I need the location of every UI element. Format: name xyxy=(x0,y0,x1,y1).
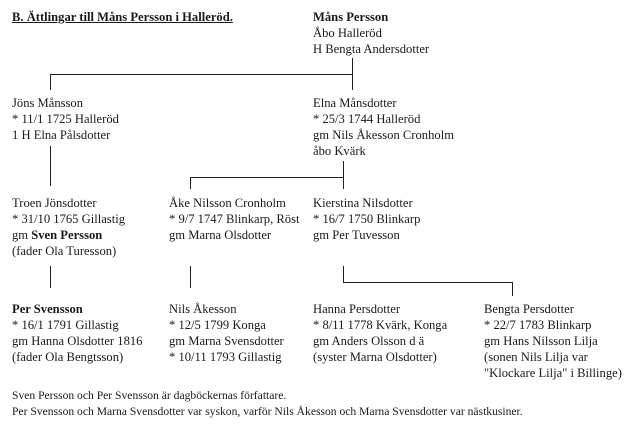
person-detail: * 9/7 1747 Blinkarp, Röst xyxy=(169,212,300,226)
person-detail: gm Nils Åkesson Cronholm xyxy=(313,128,454,142)
person-name: Bengta Persdotter xyxy=(484,302,574,316)
person-detail: * 16/1 1791 Gillastig xyxy=(12,318,119,332)
person-name: Jöns Månsson xyxy=(12,96,84,110)
person-name: Åke Nilsson Cronholm xyxy=(169,196,286,210)
person-name: Troen Jönsdotter xyxy=(12,196,97,210)
person-detail: H Bengta Andersdotter xyxy=(313,42,430,56)
person-detail: * 31/10 1765 Gillastig xyxy=(12,212,125,226)
connector-line xyxy=(190,177,191,189)
person-name: Elna Månsdotter xyxy=(313,96,397,110)
connector-line xyxy=(50,266,51,288)
person-detail: * 22/7 1783 Blinkarp xyxy=(484,318,592,332)
footnote: Per Svensson och Marna Svensdotter var syskon, varför Nils Åkesson och Marna Svensdotter var nästkusiner. xyxy=(12,405,523,418)
person-detail: (fader Ola Turesson) xyxy=(12,244,117,258)
person-detail: * 12/5 1799 Konga xyxy=(169,318,266,332)
connector-line xyxy=(512,282,513,296)
connector-line xyxy=(50,146,51,186)
person-detail: gm Per Tuvesson xyxy=(313,228,400,242)
person-name: Måns Persson xyxy=(313,10,389,24)
connector-line xyxy=(343,161,344,178)
person-detail: * 8/11 1778 Kvärk, Konga xyxy=(313,318,448,332)
person-detail: åbo Kvärk xyxy=(313,144,366,158)
person-detail: "Klockare Lilja" i Billinge) xyxy=(484,366,622,380)
connector-line xyxy=(352,74,353,90)
connector-line xyxy=(343,266,344,283)
connector-line xyxy=(190,266,191,288)
person-detail: gm Hanna Olsdotter 1816 xyxy=(12,334,143,348)
spouse-name: Sven Persson xyxy=(31,228,103,242)
person-detail: * 25/3 1744 Halleröd xyxy=(313,112,421,126)
person-detail xyxy=(12,228,102,244)
person-name: Nils Åkesson xyxy=(169,302,237,316)
footnote: Sven Persson och Per Svensson är dagböckernas författare. xyxy=(12,389,287,402)
person-detail: * 11/1 1725 Halleröd xyxy=(12,112,119,126)
person-name: Hanna Persdotter xyxy=(313,302,401,316)
person-detail: gm Hans Nilsson Lilja xyxy=(484,334,598,348)
person-detail: 1 H Elna Pålsdotter xyxy=(12,128,111,142)
spouse-prefix: gm xyxy=(12,228,32,242)
connector-line xyxy=(343,177,344,189)
connector-line xyxy=(50,74,353,75)
person-detail: (fader Ola Bengtsson) xyxy=(12,350,124,364)
connector-line xyxy=(50,74,51,90)
person-detail: (sonen Nils Lilja var xyxy=(484,350,588,364)
person-detail: gm Marna Olsdotter xyxy=(169,228,272,242)
connector-line xyxy=(190,177,344,178)
person-detail: (syster Marna Olsdotter) xyxy=(313,350,437,364)
connector-line xyxy=(352,58,353,75)
person-detail: gm Marna Svensdotter xyxy=(169,334,284,348)
person-detail: Åbo Halleröd xyxy=(313,26,382,40)
person-name: Per Svensson xyxy=(12,302,83,316)
person-detail: * 10/11 1793 Gillastig xyxy=(169,350,282,364)
person-detail: * 16/7 1750 Blinkarp xyxy=(313,212,421,226)
connector-line xyxy=(343,282,513,283)
page-title: B. Ättlingar till Måns Persson i Halleröd. xyxy=(12,10,233,24)
person-detail: gm Anders Olsson d ä xyxy=(313,334,425,348)
person-name: Kierstina Nilsdotter xyxy=(313,196,413,210)
